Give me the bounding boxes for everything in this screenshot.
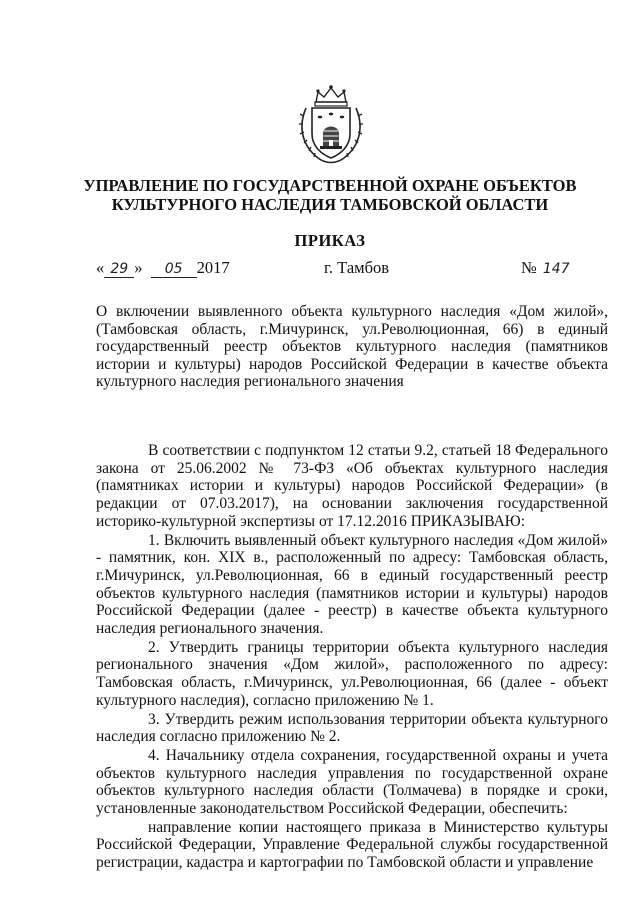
- order-number-label: №: [521, 258, 537, 277]
- date-open-quote: «: [96, 258, 105, 277]
- order-subject: О включении выявленного объекта культурного наследия «Дом жилой», (Тамбовская область, г.Мичуринск, ул.Революционная, 66) в единый государственный реестр объектов культурного наследия (памятников истории и культуры) народов Российской Федерации в качестве объекта культурного наследия регионального значения: [96, 303, 608, 390]
- order-number: [521, 258, 570, 278]
- body-paragraph-item-2: 2. Утвердить границы территории объекта культурного наследия регионального значения «Дом жилой», расположенного по адресу: Тамбовская область, г.Мичуринск, ул.Революционная, 66 (далее - объект культурного наследия), согласно приложению № 1.: [96, 638, 608, 709]
- body-paragraph-item-4: 4. Начальнику отдела сохранения, государственной охраны и учета объектов культурного наследия управления по государственной охране объектов культурного наследия области (Толмачева) в порядке и сроки, установленные законодательством Российской Федерации, обеспечить:: [96, 746, 608, 818]
- date-year: 2017: [196, 258, 230, 277]
- organization-name-line1: УПРАВЛЕНИЕ ПО ГОСУДАРСТВЕННОЙ ОХРАНЕ ОБЪЕКТОВ: [83, 176, 577, 195]
- body-paragraph-item-3: 3. Утвердить режим использования территории объекта культурного наследия согласно приложению № 2.: [96, 710, 608, 746]
- date-month-handwritten: 05: [164, 261, 183, 277]
- date-day-handwritten: 29: [110, 261, 129, 277]
- date-close-quote: »: [134, 258, 143, 277]
- order-date: [96, 258, 230, 278]
- coat-of-arms-emblem: [296, 84, 366, 166]
- document-type-title: ПРИКАЗ: [294, 231, 366, 250]
- order-body: [96, 442, 608, 872]
- organization-name-line2: КУЛЬТУРНОГО НАСЛЕДИЯ ТАМБОВСКОЙ ОБЛАСТИ: [111, 195, 549, 214]
- order-city: г. Тамбов: [324, 258, 390, 277]
- body-paragraph-preamble: В соответствии с подпунктом 12 статьи 9.2, статьей 18 Федерального закона от 25.06.2002 № 73-ФЗ «Об объектах культурного наследия (памятниках истории и культуры) народов Российской Федерации» (в редакции от 07.03.2017), на основании заключения государственной историко-культурной экспертизы от 17.12.2016 ПРИКАЗЫВАЮ:: [96, 442, 608, 530]
- body-paragraph-item-1: 1. Включить выявленный объект культурного наследия «Дом жилой» - памятник, кон. XIX в., расположенный по адресу: Тамбовская область, г.Мичуринск, ул.Революционная, 66 в единый государственный реестр объектов культурного наследия (памятников истории и культуры) народов Российской Федерации (далее - реестр) в качестве объекта культурного наследия регионального значения.: [96, 531, 608, 638]
- body-paragraph-item-4-subitem: направление копии настоящего приказа в Министерство культуры Российской Федерации, Управление Федеральной службы государственной регистрации, кадастра и картографии по Тамбовской области и управление: [96, 818, 608, 872]
- order-number-handwritten: 147: [542, 261, 570, 277]
